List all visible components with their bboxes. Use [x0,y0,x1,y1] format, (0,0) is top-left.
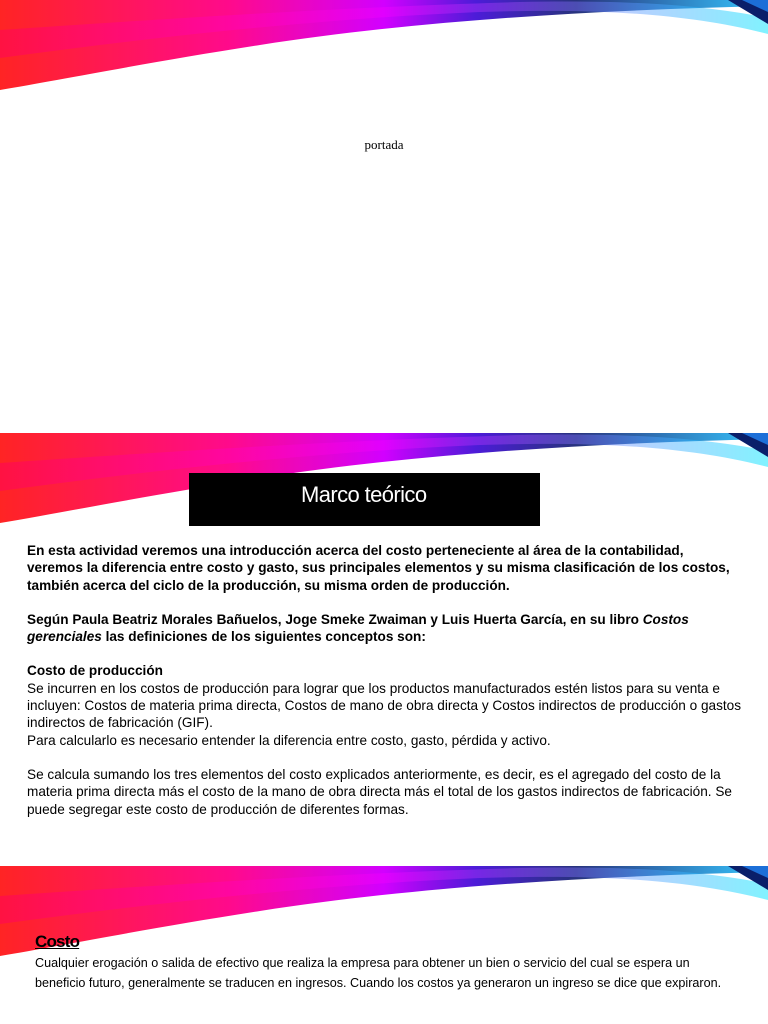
slide-portada [0,0,768,430]
slide-body [27,542,742,818]
source-paragraph [27,611,742,646]
paragraph-calculation: Se calcula sumando los tres elementos del costo explicados anteriormente, es decir, es el agregado del costo de la materia prima directa más el costo de la mano de obra directa más el total de los gastos indirectos de fabricación. Se puede segregar este costo de producción de diferentes formas. [27,766,732,817]
decorative-banner [0,866,768,966]
slide-costo [0,866,768,1024]
paragraph-definition: Se incurren en los costos de producción para lograr que los productos manufacturados estén listos para su venta e incluyen: Costos de materia prima directa, Costos de mano de obra directa y Costos indirectos de producción o gastos indirectos de fabricación (GIF). [27,680,742,731]
intro-paragraph: En esta actividad veremos una introducción acerca del costo perteneciente al área de la contabilidad, veremos la diferencia entre costo y gasto, sus principales elementos y su misma clasificación de los costos, también acerca del ciclo de la producción, su misma orden de producción. [27,543,730,593]
cover-placeholder-text: portada [364,137,404,152]
definition-text: Cualquier erogación o salida de efectivo que realiza la empresa para obtener un bien o servicio del cual se espera un beneficio futuro, generalmente se traducen en ingresos. Cuando los costos ya generaron un ingreso se dice que expiraron. [35,956,722,990]
decorative-banner [0,0,768,100]
slide-title: Marco teórico [189,473,540,526]
slide-heading: Costo [35,932,80,951]
book-title: Costos gerenciales [27,611,689,645]
paragraph-calculation-note: Para calcularlo es necesario entender la diferencia entre costo, gasto, pérdida y activo. [27,732,551,748]
source-suffix: las definiciones de los siguientes conceptos son: [101,629,426,645]
source-prefix: Según Paula Beatriz Morales Bañuelos, Joge Smeke Zwaiman y Luis Huerta García, en su libro [27,611,643,627]
section-heading: Costo de producción [27,663,163,679]
slide-marco-teorico [0,433,768,863]
